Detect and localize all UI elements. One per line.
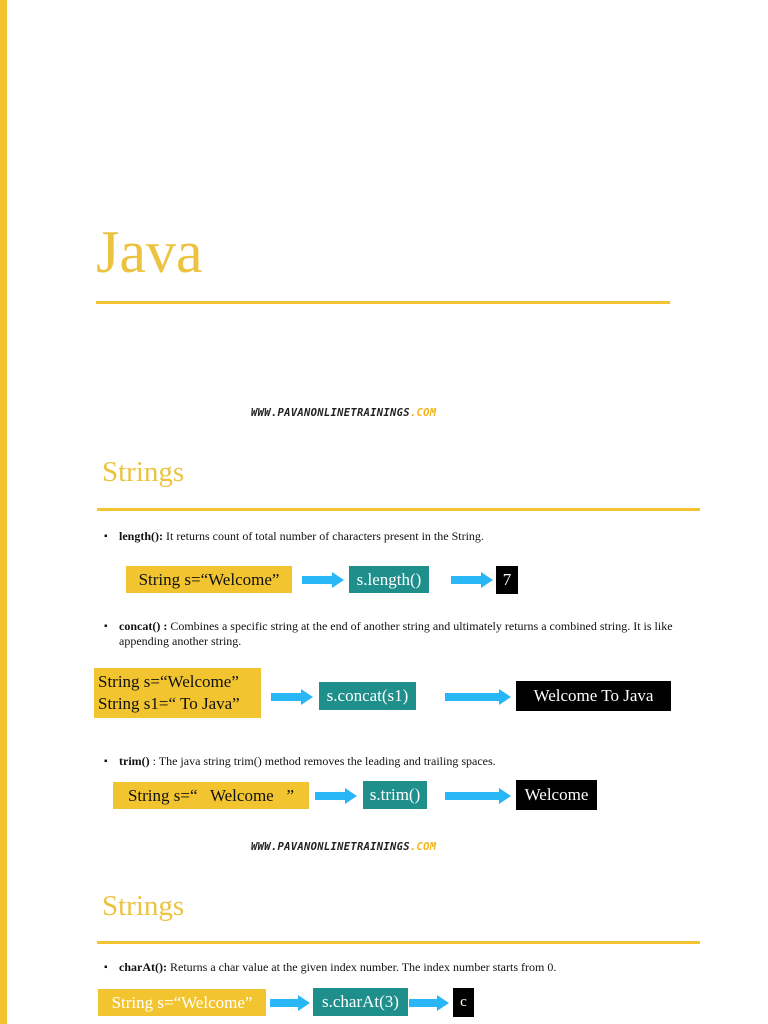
website-suffix-text: .COM xyxy=(409,407,437,419)
right-arrow-icon xyxy=(302,572,344,588)
code-input-box: String s=“Welcome” xyxy=(98,989,266,1016)
square-bullet-icon: ▪ xyxy=(104,621,108,632)
method-name: trim() xyxy=(119,754,150,768)
bullet-concat xyxy=(104,619,694,649)
method-name: length(): xyxy=(119,529,163,543)
code-line-2: String s1=“ To Java” xyxy=(98,694,240,713)
bullet-length xyxy=(104,529,694,544)
slide-accent-bar xyxy=(0,432,7,866)
square-bullet-icon: ▪ xyxy=(104,756,108,767)
right-arrow-icon xyxy=(445,788,511,804)
method-description: : The java string trim() method removes the leading and trailing spaces. xyxy=(149,754,496,768)
method-name: charAt(): xyxy=(119,960,167,974)
code-input-box: String s=“ Welcome ” xyxy=(113,782,309,809)
website-footer xyxy=(251,407,436,419)
right-arrow-icon xyxy=(271,689,313,705)
website-main-text: WWW.PAVANONLINETRAININGS xyxy=(251,841,410,853)
method-call-box: s.concat(s1) xyxy=(319,682,416,710)
code-input-box: String s=“Welcome” xyxy=(126,566,292,593)
right-arrow-icon xyxy=(270,995,310,1011)
title-underline xyxy=(96,301,670,304)
slide-heading: Strings xyxy=(102,890,185,922)
website-main-text: WWW.PAVANONLINETRAININGS xyxy=(251,407,410,419)
right-arrow-icon xyxy=(445,689,511,705)
slide-strings-1 xyxy=(0,432,768,866)
slide-title xyxy=(0,0,768,432)
method-description: It returns count of total number of characters present in the String. xyxy=(163,529,484,543)
result-box: 7 xyxy=(496,566,518,594)
square-bullet-icon: ▪ xyxy=(104,531,108,542)
presentation-title: Java xyxy=(96,219,203,285)
square-bullet-icon: ▪ xyxy=(104,962,108,973)
bullet-trim xyxy=(104,754,694,769)
code-line-1: String s=“Welcome” xyxy=(98,672,239,691)
slide-accent-bar xyxy=(0,0,7,432)
method-call-box: s.charAt(3) xyxy=(313,988,408,1016)
method-description: Combines a specific string at the end of another string and ultimately returns a combined string. It is like appending another string. xyxy=(119,619,673,648)
bullet-charat xyxy=(104,960,694,975)
heading-underline xyxy=(97,508,700,511)
heading-underline xyxy=(97,941,700,944)
right-arrow-icon xyxy=(409,995,449,1011)
slide-strings-2 xyxy=(0,866,768,1024)
slide-accent-bar xyxy=(0,866,7,1024)
website-suffix-text: .COM xyxy=(409,841,437,853)
method-call-box: s.length() xyxy=(349,566,429,593)
right-arrow-icon xyxy=(315,788,357,804)
slide-heading: Strings xyxy=(102,456,185,488)
right-arrow-icon xyxy=(451,572,493,588)
method-name: concat() : xyxy=(119,619,168,633)
website-footer xyxy=(251,841,436,853)
code-input-box xyxy=(94,668,261,718)
method-description: Returns a char value at the given index number. The index number starts from 0. xyxy=(166,960,557,974)
result-box: Welcome xyxy=(516,780,597,810)
method-call-box: s.trim() xyxy=(363,781,427,809)
result-box: c xyxy=(453,988,474,1017)
result-box: Welcome To Java xyxy=(516,681,671,711)
